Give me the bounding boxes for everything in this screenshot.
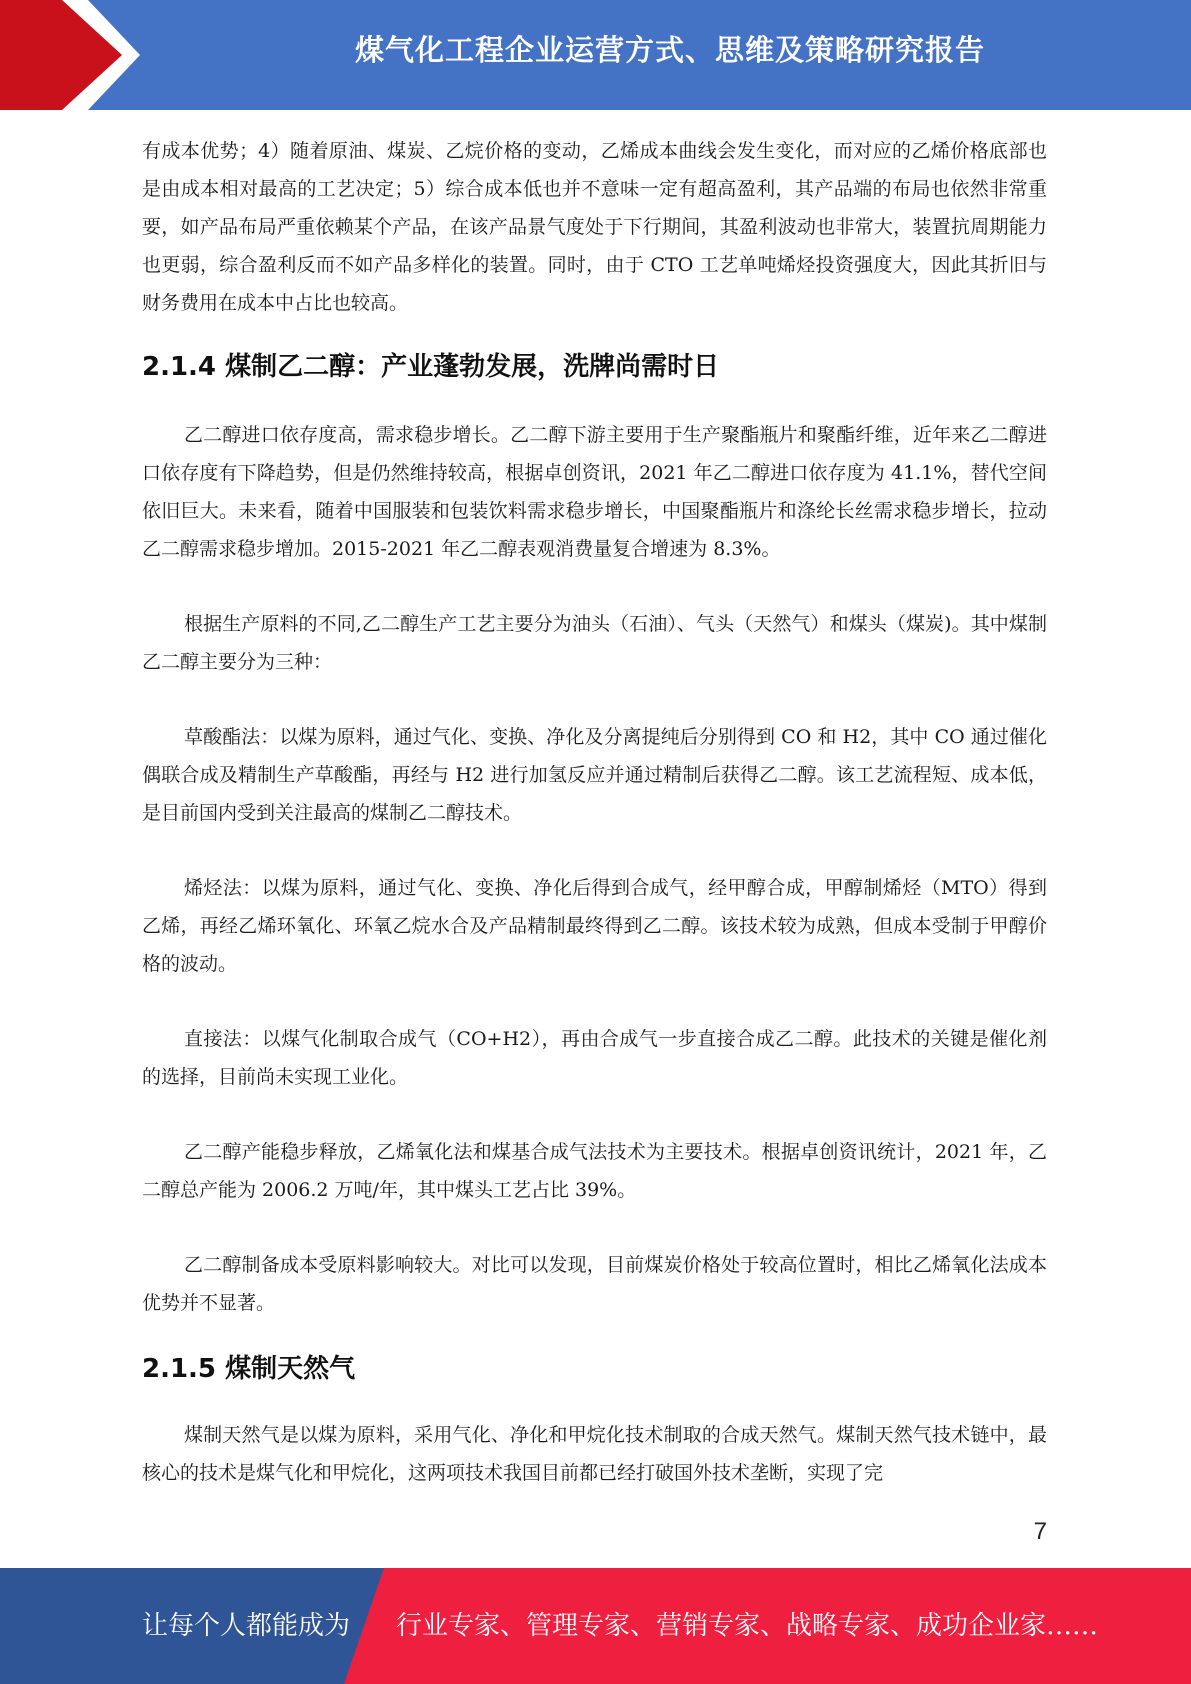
section-heading-2-1-5: 2.1.5 煤制天然气 (142, 1354, 356, 1384)
paragraph-cost: 乙二醇制备成本受原料影响较大。对比可以发现，目前煤炭价格处于较高位置时，相比乙烯氧化法成本优势并不显著。 (142, 1254, 1047, 1314)
paragraph-olefin-method: 烯烃法：以煤为原料，通过气化、变换、净化后得到合成气，经甲醇合成，甲醇制烯烃（MTO）得到乙烯，再经乙烯环氧化、环氧乙烷水合及产品精制最终得到乙二醇。该技术较为成熟，但成本受制于甲醇价格的波动。 (142, 877, 1047, 975)
paragraph-coal-to-gas: 煤制天然气是以煤为原料，采用气化、净化和甲烷化技术制取的合成天然气。煤制天然气技术链中，最核心的技术是煤气化和甲烷化，这两项技术我国目前都已经打破国外技术垄断，实现了完 (142, 1424, 1047, 1484)
page-content (142, 132, 1047, 1492)
footer-slogan-right: 行业专家、管理专家、营销专家、战略专家、成功企业家…… (396, 1611, 1099, 1641)
intro-paragraph: 有成本优势；4）随着原油、煤炭、乙烷价格的变动，乙烯成本曲线会发生变化，而对应的乙烯价格底部也是由成本相对最高的工艺决定；5）综合成本低也并不意味一定有超高盈利，其产品端的布局也依然非常重要，如产品布局严重依赖某个产品，在该产品景气度处于下行期间，其盈利波动也非常大，装置抗周期能力也更弱，综合盈利反而不如产品多样化的装置。同时，由于 CTO 工艺单吨烯烃投资强度大，因此其折旧与财务费用在成本中占比也较高。 (142, 140, 1047, 314)
page-footer (0, 1568, 1191, 1684)
footer-slogan-left: 让每个人都能成为 (142, 1611, 351, 1641)
paragraph-import-dependence: 乙二醇进口依存度高，需求稳步增长。乙二醇下游主要用于生产聚酯瓶片和聚酯纤维，近年来乙二醇进口依存度有下降趋势，但是仍然维持较高，根据卓创资讯，2021 年乙二醇进口依存度为 41.1%，替代空间依旧巨大。未来看，随着中国服装和包装饮料需求稳步增长，中国聚酯瓶片和涤纶长丝需求稳步增长，拉动乙二醇需求稳步增加。2015-2021 年乙二醇表观消费量复合增速为 8.3%。 (142, 424, 1047, 560)
paragraph-oxalate-method: 草酸酯法：以煤为原料，通过气化、变换、净化及分离提纯后分别得到 CO 和 H2，其中 CO 通过催化偶联合成及精制生产草酸酯，再经与 H2 进行加氢反应并通过精制后获得乙二醇。该工艺流程短、成本低，是目前国内受到关注最高的煤制乙二醇技术。 (142, 726, 1047, 824)
paragraph-process-types: 根据生产原料的不同,乙二醇生产工艺主要分为油头（石油）、气头（天然气）和煤头（煤炭)。其中煤制乙二醇主要分为三种： (142, 613, 1047, 673)
header-red-chevron (0, 0, 150, 110)
section-heading-2-1-4: 2.1.4 煤制乙二醇：产业蓬勃发展，洗牌尚需时日 (142, 352, 720, 382)
page-header (0, 0, 1191, 110)
report-title: 煤气化工程企业运营方式、思维及策略研究报告 (354, 33, 985, 67)
paragraph-direct-method: 直接法：以煤气化制取合成气（CO+H2），再由合成气一步直接合成乙二醇。此技术的关键是催化剂的选择，目前尚未实现工业化。 (142, 1028, 1047, 1088)
page-number: 7 (1033, 1518, 1047, 1545)
paragraph-capacity: 乙二醇产能稳步释放，乙烯氧化法和煤基合成气法技术为主要技术。根据卓创资讯统计，2021 年，乙二醇总产能为 2006.2 万吨/年，其中煤头工艺占比 39%。 (142, 1141, 1047, 1201)
